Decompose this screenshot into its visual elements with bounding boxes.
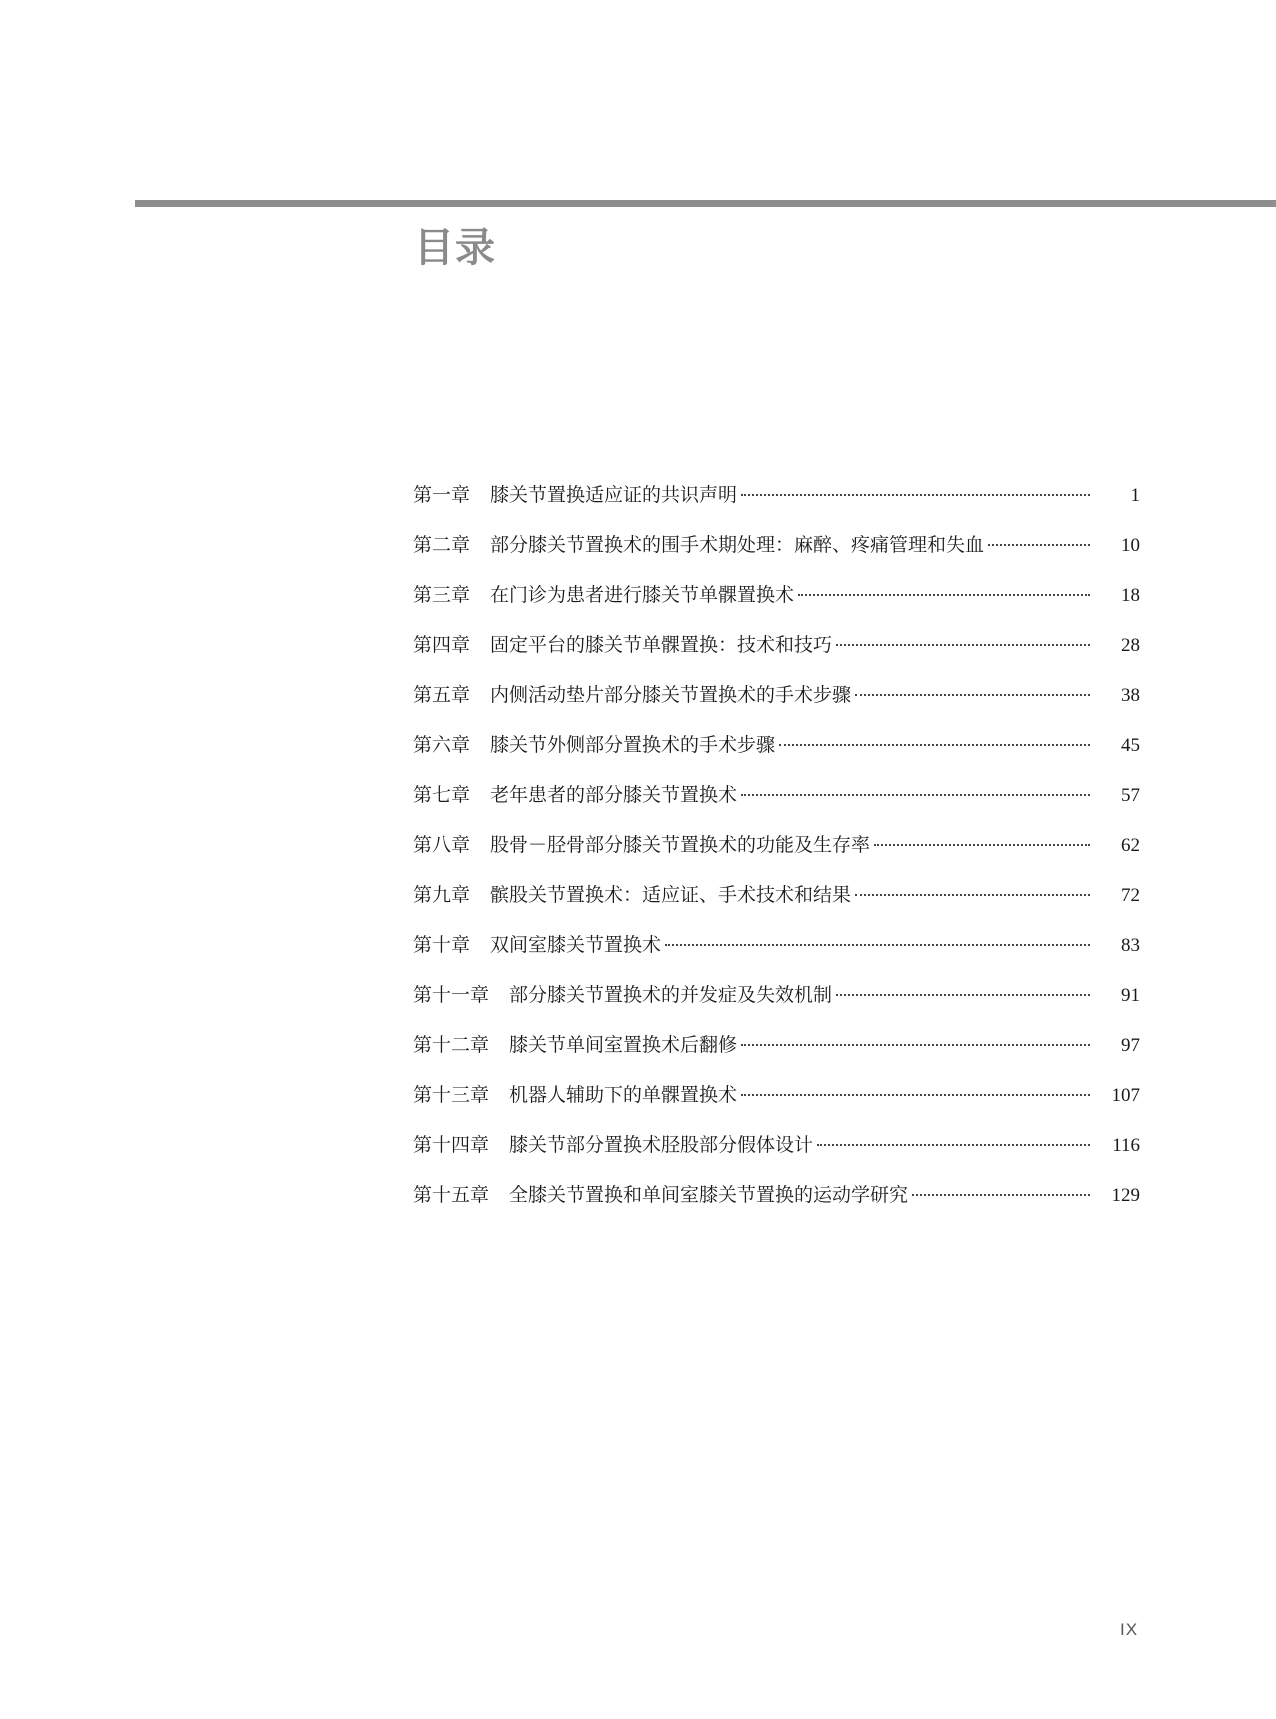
toc-dot-leader — [817, 1144, 1090, 1146]
toc-dot-leader — [798, 594, 1090, 596]
toc-chapter-title: 机器人辅助下的单髁置换术 — [509, 1084, 738, 1106]
toc-chapter-title: 内侧活动垫片部分膝关节置换术的手术步骤 — [490, 684, 852, 706]
toc-entry[interactable] — [413, 570, 1140, 620]
toc-page-number: 72 — [1121, 885, 1140, 906]
toc-dot-leader — [836, 644, 1090, 646]
toc-entry[interactable] — [413, 1120, 1140, 1170]
toc-page-number: 116 — [1112, 1135, 1140, 1156]
toc-chapter-title: 膝关节置换适应证的共识声明 — [490, 484, 738, 506]
toc-page-number: 83 — [1121, 935, 1140, 956]
toc-page-number: 38 — [1121, 685, 1140, 706]
table-of-contents — [413, 470, 1140, 1220]
toc-dot-leader — [874, 844, 1090, 846]
toc-dot-leader — [855, 694, 1090, 696]
toc-dot-leader — [741, 1094, 1090, 1096]
toc-entry[interactable] — [413, 470, 1140, 520]
toc-chapter-label: 第十四章 — [413, 1134, 490, 1156]
page-title: 目录 — [414, 225, 496, 271]
page-number: IX — [1120, 1620, 1139, 1639]
toc-page-number: 129 — [1111, 1185, 1140, 1206]
toc-entry[interactable] — [413, 920, 1140, 970]
toc-entry[interactable] — [413, 1170, 1140, 1220]
toc-page-number: 1 — [1130, 485, 1140, 506]
toc-entry[interactable] — [413, 1070, 1140, 1120]
toc-page-number: 91 — [1121, 985, 1140, 1006]
toc-page-number: 62 — [1121, 835, 1140, 856]
toc-page-number: 97 — [1121, 1035, 1140, 1056]
toc-page-number: 57 — [1121, 785, 1140, 806]
toc-entry[interactable] — [413, 1020, 1140, 1070]
toc-dot-leader — [741, 1044, 1090, 1046]
toc-chapter-title: 双间室膝关节置换术 — [490, 934, 662, 956]
toc-dot-leader — [988, 544, 1090, 546]
toc-page-number: 18 — [1121, 585, 1140, 606]
toc-chapter-label: 第十二章 — [413, 1034, 490, 1056]
toc-chapter-title: 髌股关节置换术：适应证、手术技术和结果 — [490, 884, 852, 906]
toc-chapter-label: 第十一章 — [413, 984, 490, 1006]
toc-chapter-title: 膝关节单间室置换术后翻修 — [509, 1034, 738, 1056]
toc-chapter-title: 股骨－胫骨部分膝关节置换术的功能及生存率 — [490, 834, 871, 856]
toc-dot-leader — [855, 894, 1090, 896]
toc-chapter-label: 第三章 — [413, 584, 471, 606]
toc-entry[interactable] — [413, 970, 1140, 1020]
toc-chapter-title: 膝关节外侧部分置换术的手术步骤 — [490, 734, 776, 756]
toc-entry[interactable] — [413, 520, 1140, 570]
toc-entry[interactable] — [413, 770, 1140, 820]
toc-chapter-title: 膝关节部分置换术胫股部分假体设计 — [509, 1134, 814, 1156]
toc-chapter-label: 第九章 — [413, 884, 471, 906]
toc-chapter-title: 在门诊为患者进行膝关节单髁置换术 — [490, 584, 795, 606]
toc-dot-leader — [779, 744, 1090, 746]
toc-entry[interactable] — [413, 720, 1140, 770]
toc-chapter-title: 部分膝关节置换术的并发症及失效机制 — [509, 984, 833, 1006]
toc-chapter-label: 第八章 — [413, 834, 471, 856]
toc-chapter-label: 第四章 — [413, 634, 471, 656]
toc-page-number: 28 — [1121, 635, 1140, 656]
toc-chapter-title: 固定平台的膝关节单髁置换：技术和技巧 — [490, 634, 833, 656]
toc-chapter-title: 部分膝关节置换术的围手术期处理：麻醉、疼痛管理和失血 — [490, 534, 985, 556]
toc-chapter-title: 全膝关节置换和单间室膝关节置换的运动学研究 — [509, 1184, 909, 1206]
toc-chapter-label: 第十五章 — [413, 1184, 490, 1206]
toc-entry[interactable] — [413, 620, 1140, 670]
toc-dot-leader — [836, 994, 1090, 996]
toc-chapter-label: 第七章 — [413, 784, 471, 806]
toc-entry[interactable] — [413, 870, 1140, 920]
toc-dot-leader — [665, 944, 1090, 946]
toc-dot-leader — [741, 794, 1090, 796]
toc-chapter-label: 第五章 — [413, 684, 471, 706]
toc-chapter-label: 第二章 — [413, 534, 471, 556]
toc-chapter-label: 第一章 — [413, 484, 471, 506]
toc-dot-leader — [912, 1194, 1090, 1196]
toc-entry[interactable] — [413, 820, 1140, 870]
header-rule — [135, 200, 1276, 207]
toc-chapter-label: 第十三章 — [413, 1084, 490, 1106]
toc-entry[interactable] — [413, 670, 1140, 720]
toc-page-number: 10 — [1121, 535, 1140, 556]
toc-chapter-title: 老年患者的部分膝关节置换术 — [490, 784, 738, 806]
toc-chapter-label: 第十章 — [413, 934, 471, 956]
toc-dot-leader — [741, 494, 1090, 496]
toc-chapter-label: 第六章 — [413, 734, 471, 756]
toc-page-number: 107 — [1111, 1085, 1140, 1106]
toc-page-number: 45 — [1121, 735, 1140, 756]
